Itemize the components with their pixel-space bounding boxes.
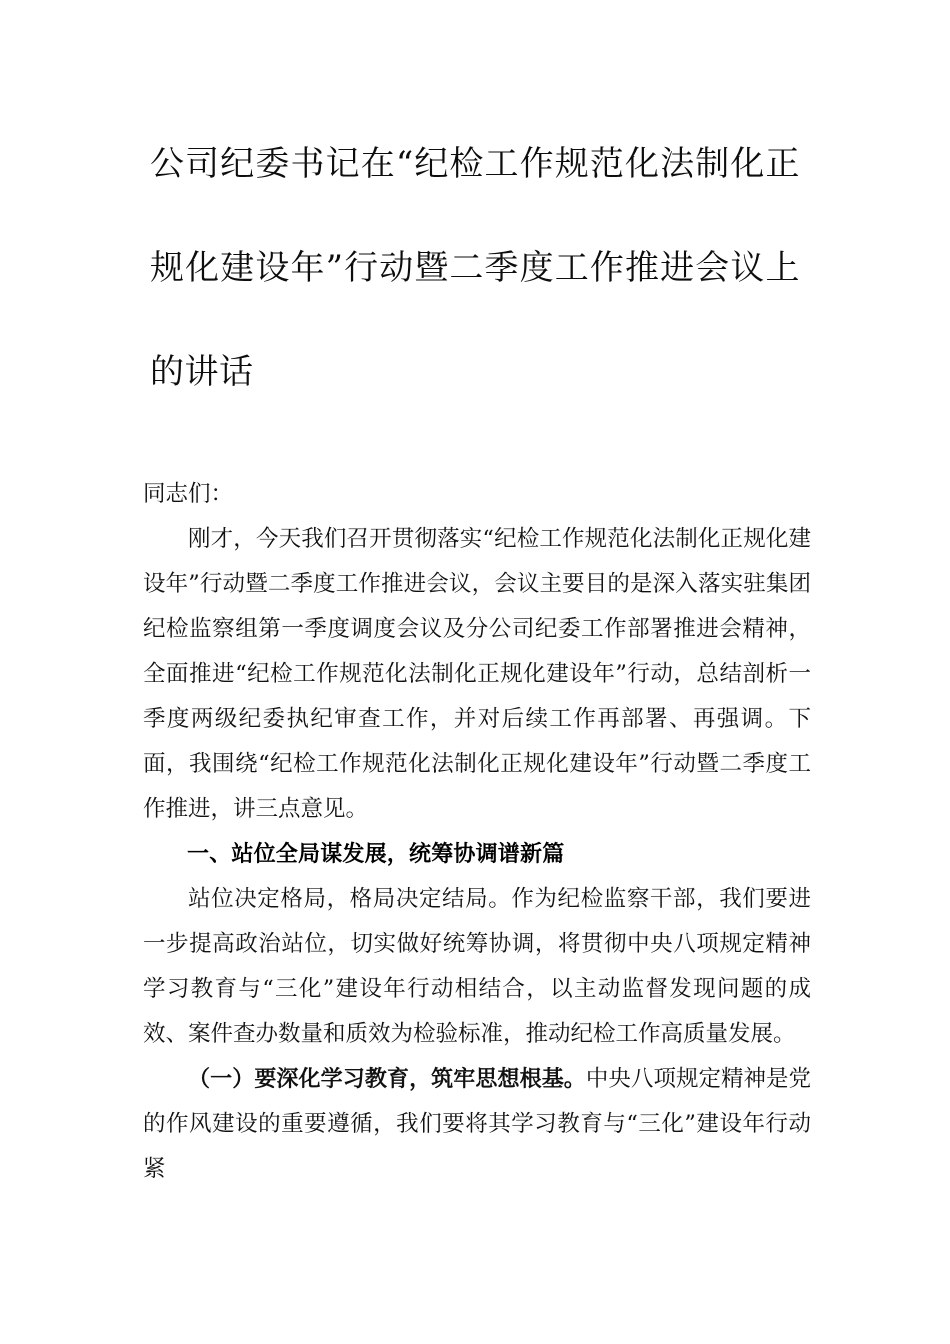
paragraph-section-one-body: 站位决定格局，格局决定结局。作为纪检监察干部，我们要进一步提高政治站位，切实做好统筹协调，将贯彻中央八项规定精神学习教育与“三化”建设年行动相结合，以主动监督发现问题的成效、案件查办数量和质效为检验标准，推动纪检工作高质量发展。	[143, 886, 811, 1047]
heading-section-one: 一、站位全局谋发展，统筹协调谱新篇	[187, 842, 565, 867]
subsection-body-text: 中央八项规定精神是党的作风建设的重要遵循，我们要将其学习教育与“三化”建设年行动紧	[143, 1066, 811, 1182]
subsection-lead-label: （一）要深化学习教育，筑牢思想根基。	[188, 1067, 586, 1092]
paragraph-opening: 刚才，今天我们召开贯彻落实“纪检工作规范化法制化正规化建设年”行动暨二季度工作推进会议，会议主要目的是深入落实驻集团纪检监察组第一季度调度会议及分公司纪委工作部署推进会精神，全面推进“纪检工作规范化法制化正规化建设年”行动，总结剖析一季度两级纪委执纪审查工作，并对后续工作再部署、再强调。下面，我围绕“纪检工作规范化法制化正规化建设年”行动暨二季度工作推进，讲三点意见。	[143, 526, 811, 822]
page-title: 公司纪委书记在“纪检工作规范化法制化正规化建设年”行动暨二季度工作推进会议上的讲话	[150, 144, 800, 392]
salutation: 同志们：	[143, 481, 234, 507]
paragraph-subsection-one-one	[143, 1057, 811, 1192]
document-body	[143, 472, 811, 1192]
